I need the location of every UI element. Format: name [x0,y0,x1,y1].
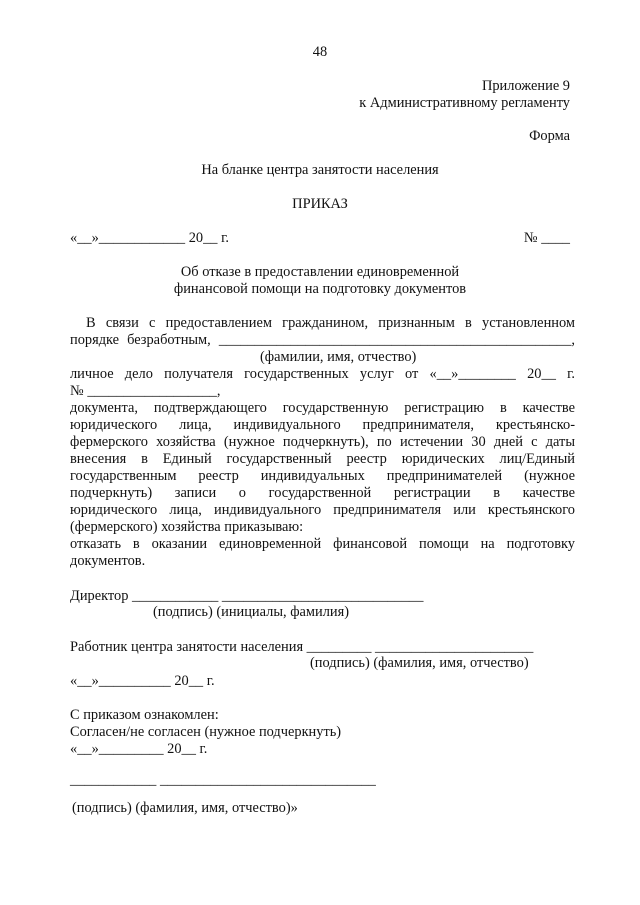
order-body [70,315,575,570]
agree-disagree: Согласен/не согласен (нужное подчеркнуть) [70,724,342,740]
acquaint-signature-line: ____________ ______________________________ [70,772,376,788]
body-line: юридического лица, индивидуального предпринимателя или крестьянского [70,502,575,518]
body-line: документа, подтверждающего государственную регистрацию в качестве [70,400,575,416]
body-line: фермерского хозяйства (нужное подчеркнуть), по истечении 30 дней с даты [70,434,575,450]
body-line: В связи с предоставлением гражданином, признанным в установленном [86,315,575,331]
director-signature-line: Директор ____________ ____________________________ [70,588,424,604]
body-line: внесения в Единый государственный реестр юридических лиц/Единый [70,451,575,467]
page-number: 48 [312,44,328,60]
body-line: государственным реестр индивидуальных предпринимателей (нужное [70,468,575,484]
acquaint-date: «__»_________ 20__ г. [70,741,208,757]
body-line: отказать в оказании единовременной финансовой помощи на подготовку [70,536,575,552]
director-signature-caption: (подпись) (инициалы, фамилия) [153,604,350,620]
form-label: Форма [529,128,570,144]
worker-signature-line: Работник центра занятости населения _________ ______________________ [70,639,534,655]
body-line: подчеркнуть) записи о государственной регистрации в качестве [70,485,575,501]
acquaint-title: С приказом ознакомлен: [70,707,219,723]
body-line: личное дело получателя государственных услуг от «__»________ 20__ г. [70,366,575,382]
body-line: документов. [70,553,146,569]
body-line: юридического лица, индивидуального предпринимателя, крестьянско- [70,417,575,433]
field-caption: (фамилии, имя, отчество) [260,349,417,365]
appendix-label: Приложение 9 [481,78,570,94]
worker-date: «__»__________ 20__ г. [70,673,215,689]
body-line: порядке безработным, _________________________________________________, [70,332,575,348]
letterhead-note: На бланке центра занятости населения [201,162,439,178]
body-line: № __________________, [70,383,221,399]
body-line: (фермерского) хозяйства приказываю: [70,519,304,535]
subject-line-1: Об отказе в предоставлении единовременной [180,264,460,280]
subject-line-2: финансовой помощи на подготовку документов [173,281,467,297]
worker-signature-caption: (подпись) (фамилия, имя, отчество) [310,655,529,671]
order-date: «__»____________ 20__ г. [70,230,229,246]
order-number: № ____ [523,230,570,246]
acquaint-signature-caption: (подпись) (фамилия, имя, отчество)» [72,800,298,816]
document-title: ПРИКАЗ [292,196,348,212]
regulation-label: к Административному регламенту [359,95,570,111]
